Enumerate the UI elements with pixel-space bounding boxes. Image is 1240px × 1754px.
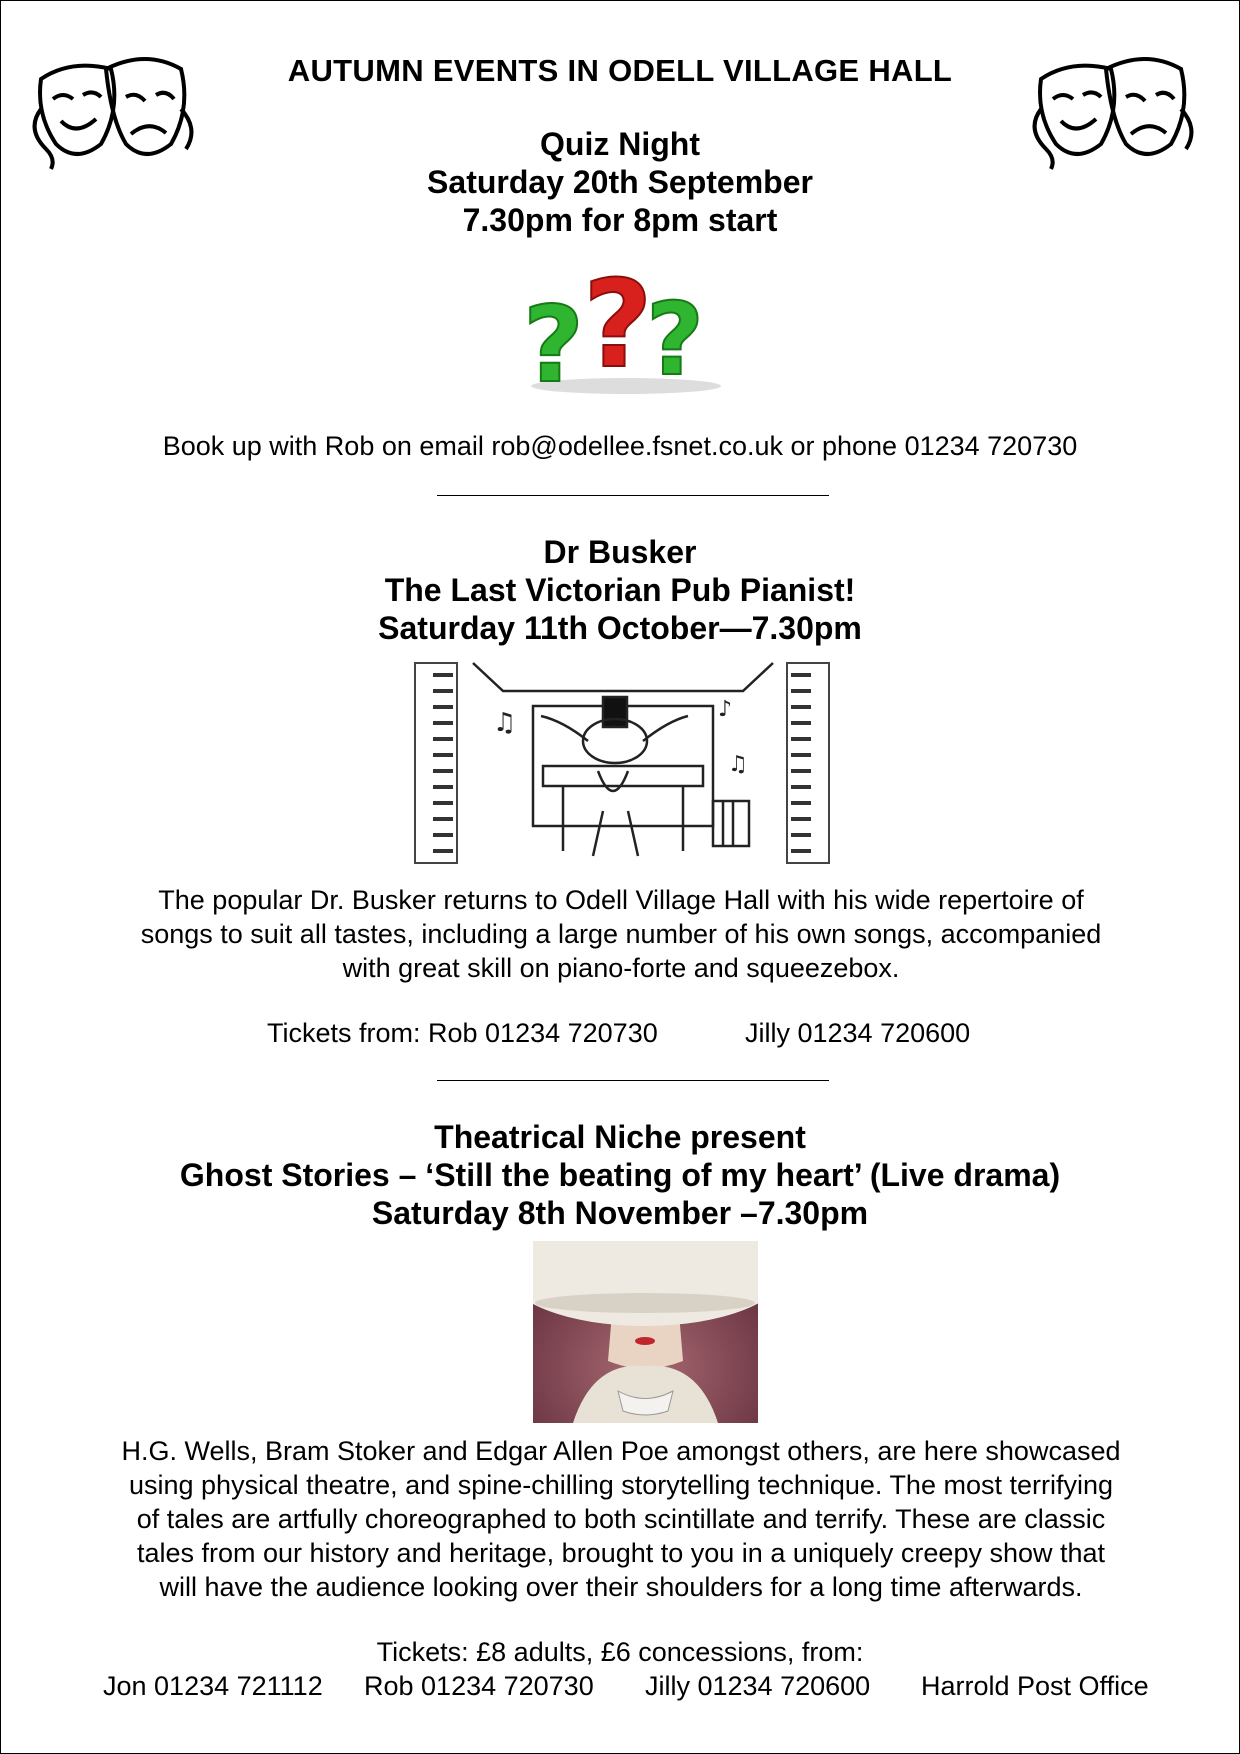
busker-tickets: Tickets from: Rob 01234 720730: [267, 1018, 658, 1048]
ghost-stories-photo: [533, 1241, 758, 1423]
ghost-description-line: H.G. Wells, Bram Stoker and Edgar Allen Poe amongst others, are here showcased: [121, 1436, 1121, 1466]
ghost-description-line: using physical theatre, and spine-chilling storytelling technique. The most terrifying: [128, 1470, 1114, 1500]
ghost-description: [1, 1434, 1240, 1604]
divider: [437, 495, 829, 496]
ghost-presenter: Theatrical Niche present: [434, 1119, 806, 1155]
svg-text:♫: ♫: [493, 708, 517, 738]
poster-title: AUTUMN EVENTS IN ODELL VILLAGE HALL: [287, 53, 953, 88]
ghost-title: Ghost Stories – ‘Still the beating of my heart’ (Live drama): [179, 1157, 1061, 1193]
busker-description-line: The popular Dr. Busker returns to Odell Village Hall with his wide repertoire of: [158, 885, 1084, 915]
quiz-title: Quiz Night: [540, 126, 700, 162]
busker-date: Saturday 11th October—7.30pm: [378, 610, 862, 646]
ghost-date: Saturday 8th November –7.30pm: [371, 1195, 869, 1231]
quiz-booking: Book up with Rob on email rob@odellee.fsnet.co.uk or phone 01234 720730: [162, 431, 1078, 461]
busker-tickets-jilly: Jilly 01234 720600: [745, 1018, 971, 1048]
divider: [437, 1080, 829, 1081]
ghost-contact-post-office: Harrold Post Office: [921, 1671, 1149, 1701]
ghost-description-line: of tales are artfully choreographed to both scintillate and terrify. These are classic: [136, 1504, 1106, 1534]
busker-description: [1, 883, 1240, 985]
ghost-description-line: will have the audience looking over their shoulders for a long time afterwards.: [159, 1572, 1083, 1602]
svg-text:?: ?: [583, 256, 653, 395]
ghost-contact-rob: Rob 01234 720730: [364, 1671, 594, 1701]
busker-description-line: songs to suit all tastes, including a large number of his own songs, accompanied: [140, 919, 1102, 949]
busker-title: Dr Busker: [543, 534, 697, 570]
ghost-contact-jilly: Jilly 01234 720600: [645, 1671, 871, 1701]
svg-text:♫: ♫: [728, 752, 748, 777]
busker-description-line: with great skill on piano-forte and squeezebox.: [342, 953, 900, 983]
ghost-contact-jon: Jon 01234 721112: [103, 1671, 323, 1701]
quiz-date: Saturday 20th September: [427, 164, 813, 200]
pianist-illustration: [413, 661, 831, 866]
ghost-tickets: Tickets: £8 adults, £6 concessions, from:: [376, 1637, 864, 1667]
svg-text:♪: ♪: [718, 697, 733, 722]
svg-text:?: ?: [646, 281, 705, 396]
ghost-description-line: tales from our history and heritage, brought to you in a uniquely creepy show that: [136, 1538, 1106, 1568]
svg-text:?: ?: [523, 284, 584, 396]
busker-tagline: The Last Victorian Pub Pianist!: [384, 572, 856, 608]
question-marks-image: [521, 256, 731, 396]
quiz-time: 7.30pm for 8pm start: [462, 202, 778, 238]
